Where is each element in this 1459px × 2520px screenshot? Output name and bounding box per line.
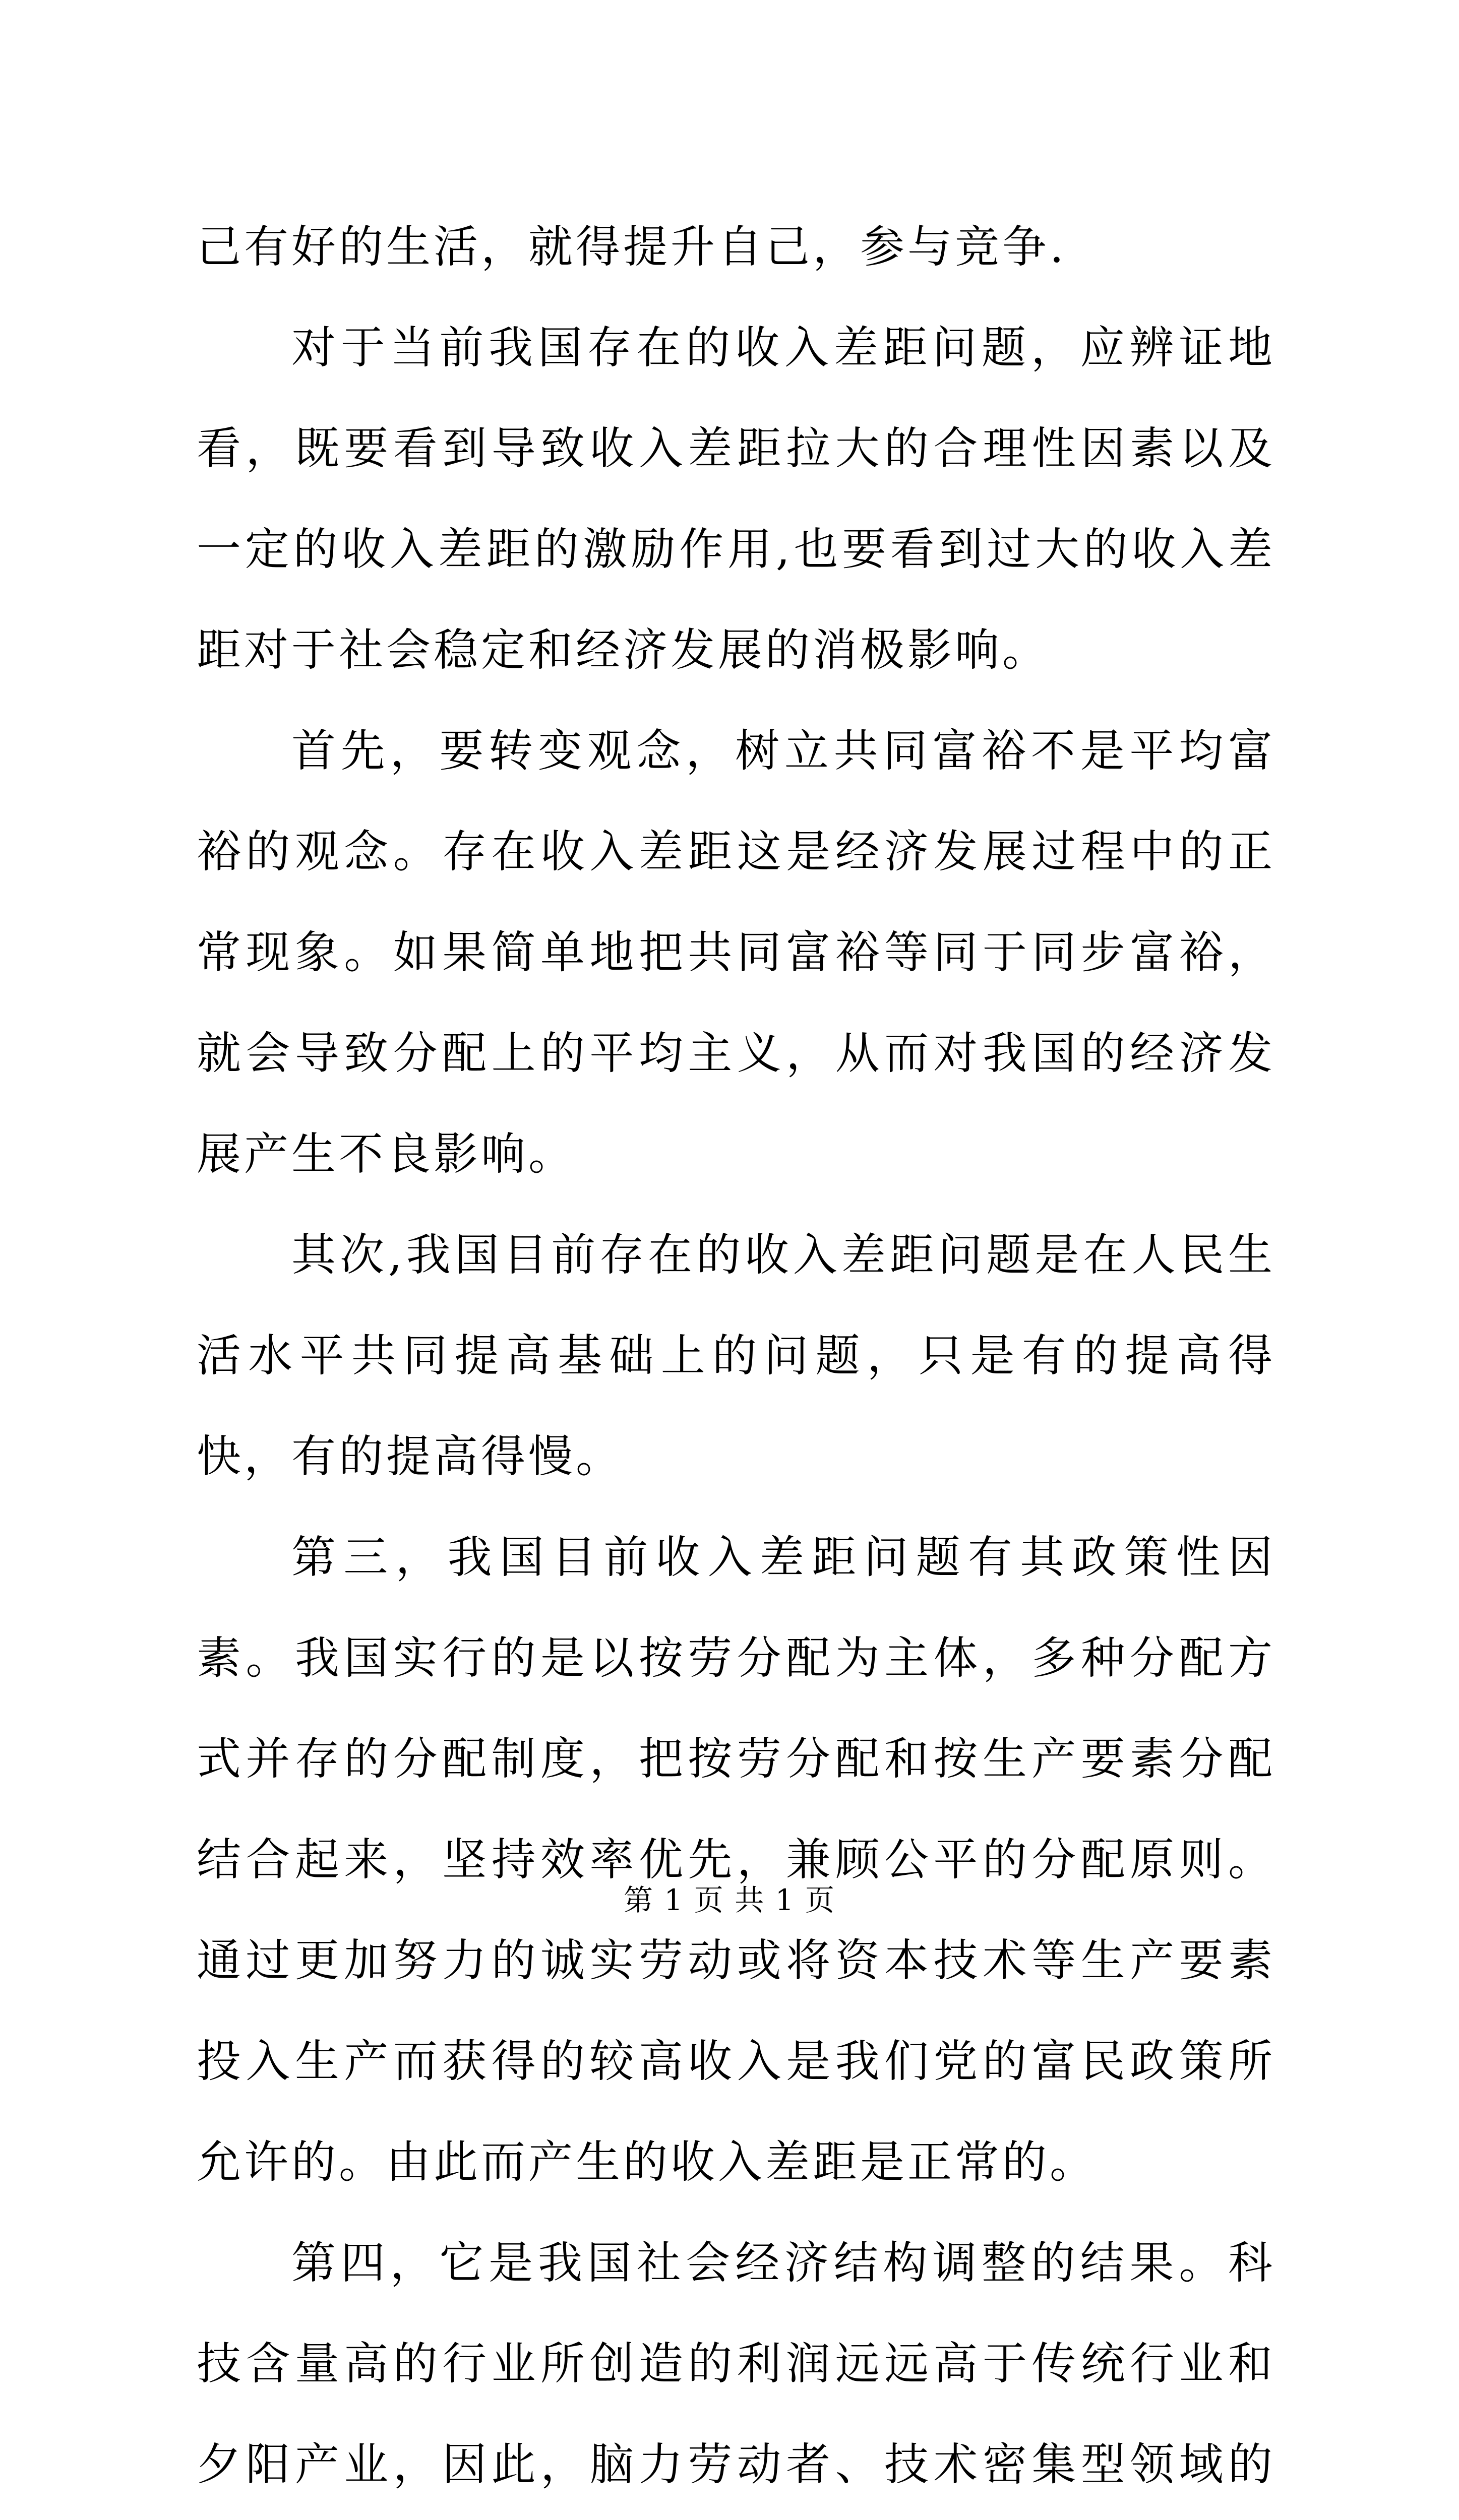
page-number-footer: 第 1 页 共 1 页 bbox=[624, 1883, 835, 1917]
paragraph-first-point: 首先，要转变观念，树立共同富裕不是平均富裕的观念。存在收入差距这是经济发展过程中的正常现象。如果简单地把共同富裕等同于同步富裕，就会导致分配上的平均主义，从而对我国的经济发展产生不良影响。 bbox=[197, 725, 1275, 1180]
paragraph-third-point: 第三，我国目前收入差距问题有其政策性因素。我国实行的是以按劳分配为主体，多种分配方式并存的分配制度，把按劳分配和按生产要素分配结合起来，坚持效率优先，兼顾公平的分配原则。通过更加努力的诚实劳动或将资本技术等生产要素投入生产而获得的较高收入是我们党的富民政策所允许的。由此而产生的收入差距是正常的。 bbox=[197, 1531, 1275, 2188]
paragraph-fourth-point: 第四，它是我国社会经济结构调整的结果。科技含量高的行业所创造的利润远远高于传统行业和夕阳产业，因此，脑力劳动者、技术密集型领域的 bbox=[197, 2237, 1275, 2490]
document-body bbox=[197, 197, 1275, 2520]
paragraph-second-point: 其次,我国目前存在的收入差距问题是在人民生活水平共同提高基础上的问题，只是有的提高得快，有的提高得慢。 bbox=[197, 1229, 1275, 1482]
paragraph-income-gap-view: 对于当前我国存在的收入差距问题，应辨证地看，既要看到导致收入差距拉大的合理性因素以及一定的收入差距的激励作用,也要看到过大的收入差距对于社会稳定和经济发展的消极影响。 bbox=[197, 322, 1275, 676]
paragraph-continued: 己有好的生活，就得提升自己，参与竞争. bbox=[197, 221, 1067, 273]
